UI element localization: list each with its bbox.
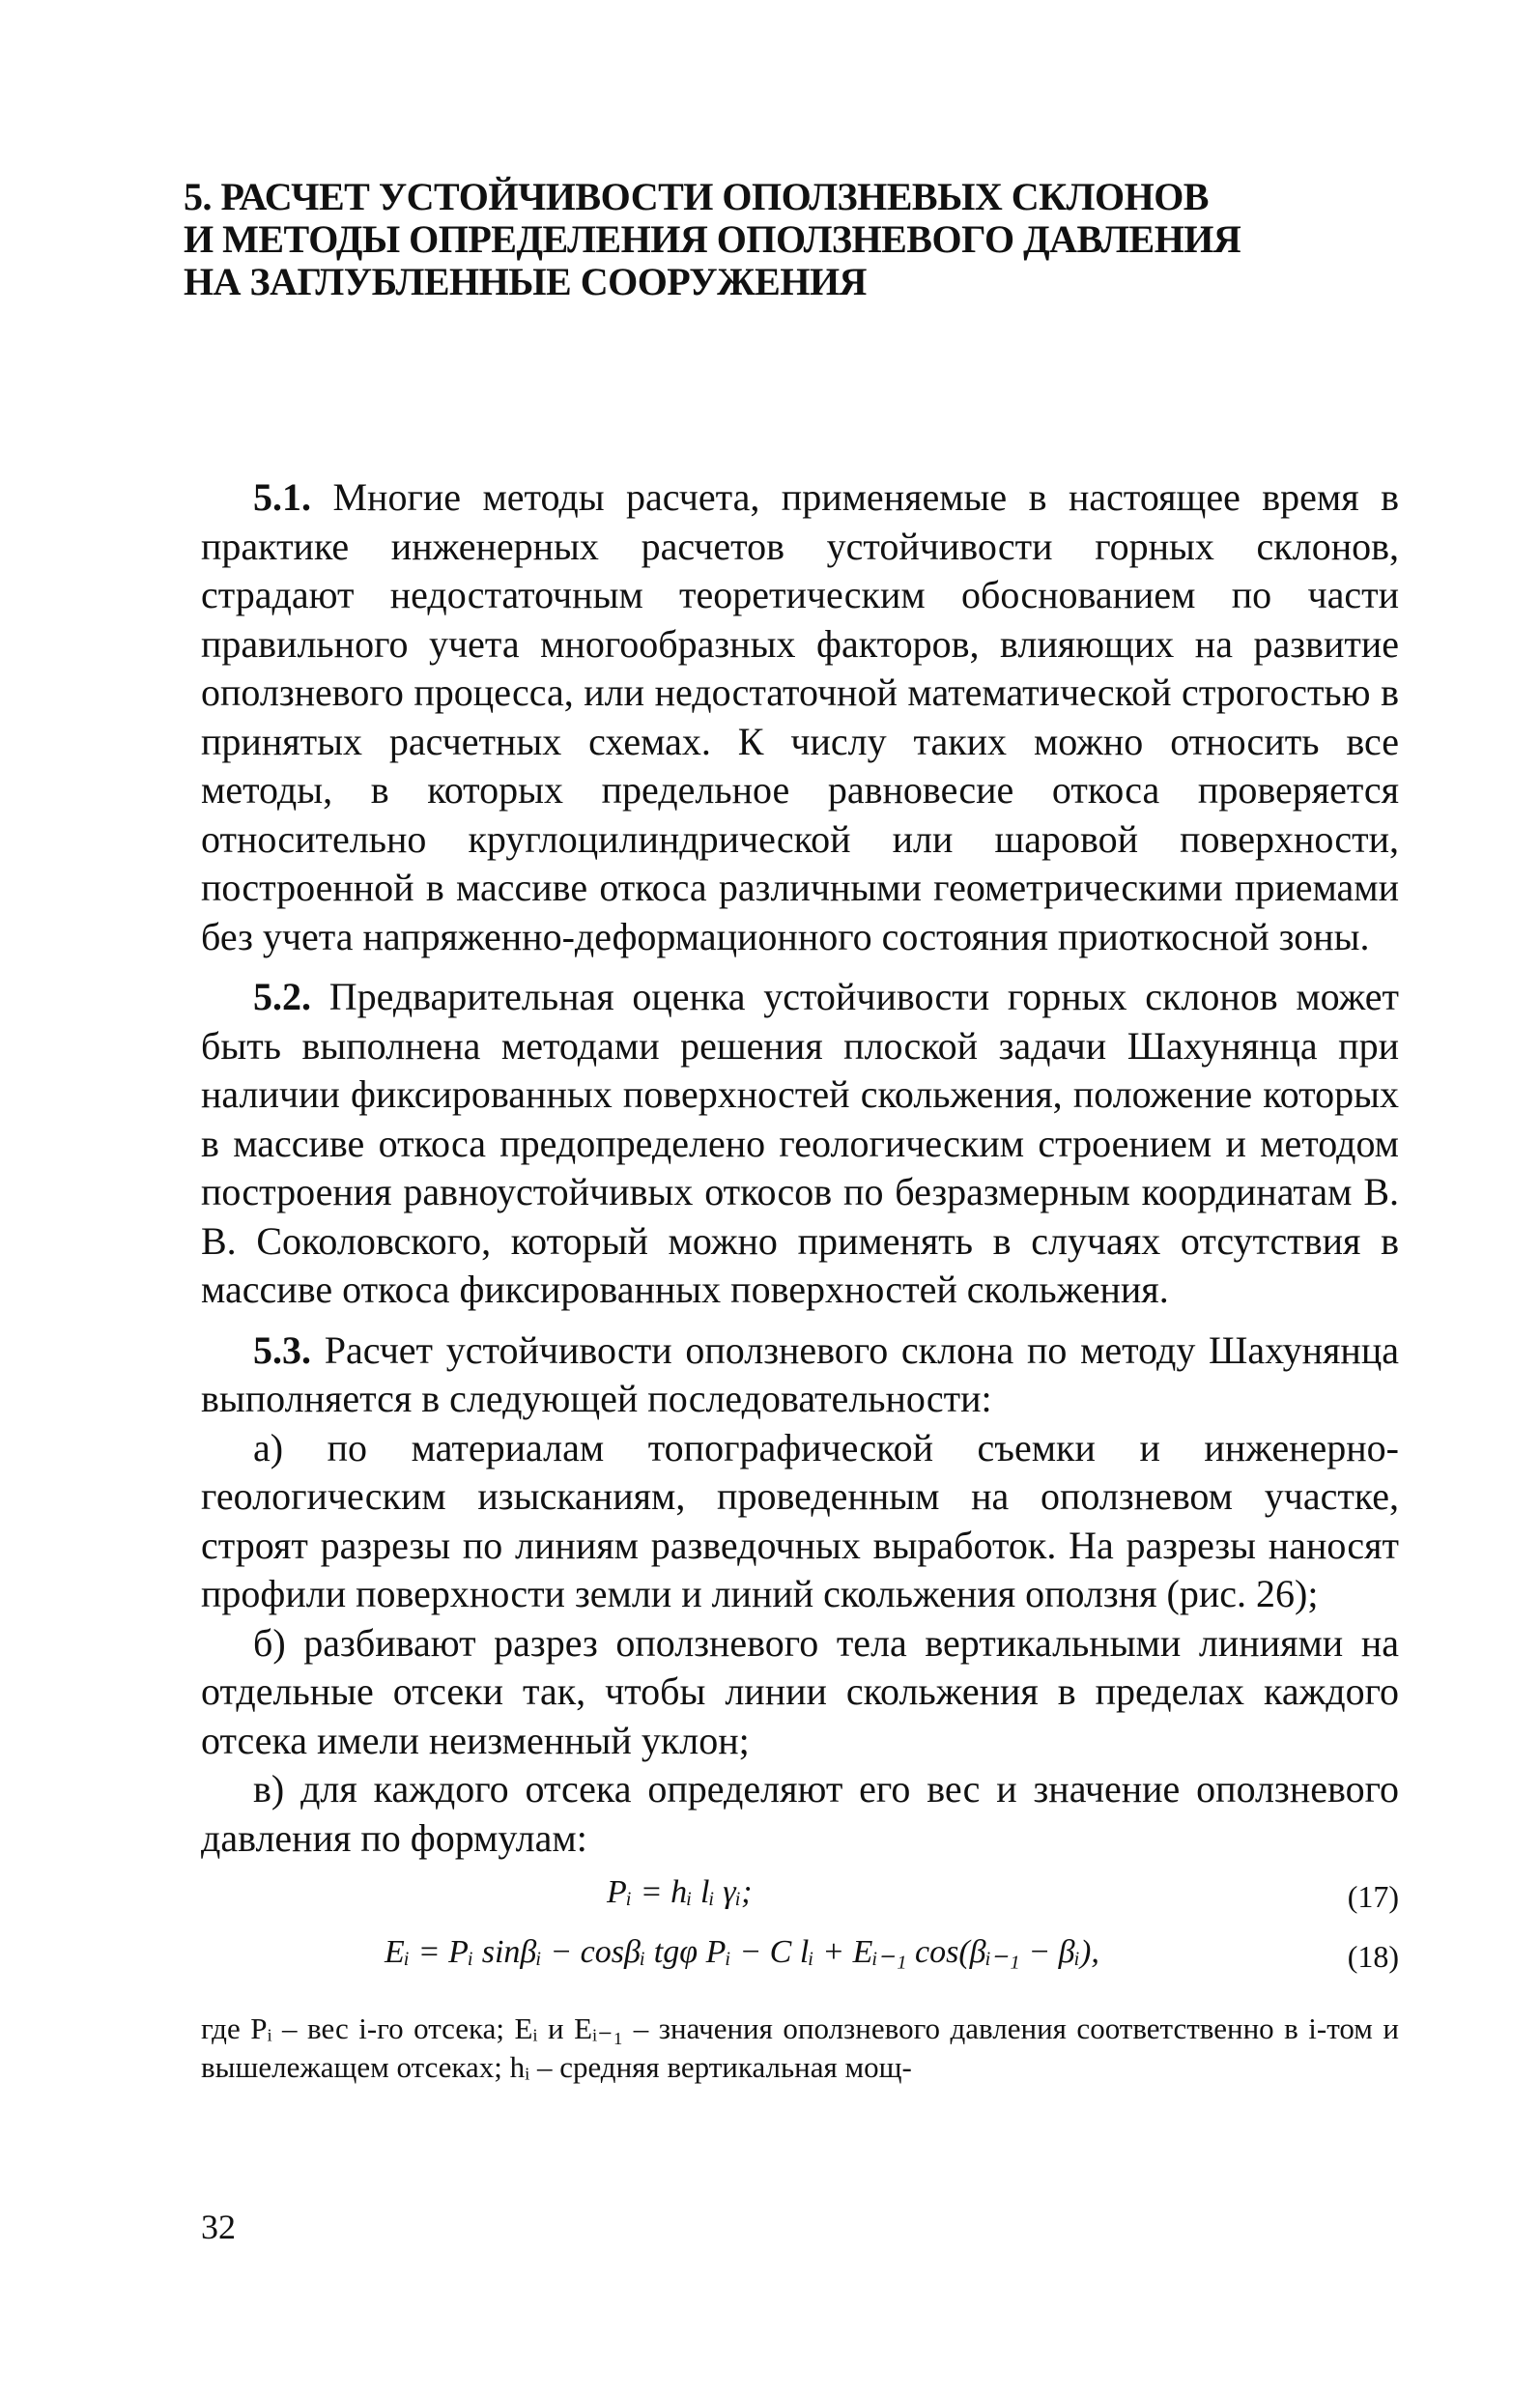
paragraph-text: Предварительная оценка устойчивости горных склонов может быть выполнена методами решения плоской задачи Шахунянца при наличии фиксированных поверхностей скольжения, положение которых в массиве откоса предопределено геологическим строением и методом построения равноустойчивых откосов по безразмерным координатам В. В. Соколовского, который можно применять в случаях отсутствия в массиве откоса фиксированных поверхностей скольжения. bbox=[201, 975, 1400, 1311]
paragraph-number: 5.3. bbox=[253, 1327, 311, 1372]
heading-line-3: НА ЗАГЛУБЛЕННЫЕ СООРУЖЕНИЯ bbox=[184, 260, 867, 303]
chapter-heading bbox=[184, 176, 1401, 303]
heading-line-1: 5. РАСЧЕТ УСТОЙЧИВОСТИ ОПОЛЗНЕВЫХ СКЛОНОВ bbox=[184, 175, 1209, 218]
paragraph-5-2 bbox=[201, 973, 1399, 1315]
list-item-c: в) для каждого отсека определяют его вес и значение оползневого давления по формулам: bbox=[201, 1767, 1399, 1860]
paragraph-number: 5.2. bbox=[253, 975, 311, 1018]
list-item-a: а) по материалам топографической съемки и инженерно-геологическим изысканиям, проведенным на оползневом участке, строят разрезы по линиям разведочных выработок. На разрезы наносят профили поверхности земли и линий скольжения оползня (рис. 26); bbox=[201, 1425, 1399, 1615]
paragraph-text: Расчет устойчивости оползневого склона по методу Шахунянца выполняется в следующей последовательности: bbox=[201, 1327, 1400, 1420]
formula-number: (18) bbox=[1347, 1939, 1399, 1974]
list-item-b: б) разбивают разрез оползневого тела вертикальными линиями на отдельные отсеки так, чтобы линии скольжения в пределах каждого отсека имели неизменный уклон; bbox=[201, 1620, 1399, 1762]
formula-number: (17) bbox=[1347, 1879, 1399, 1914]
formula-17 bbox=[201, 1863, 1399, 1923]
paragraph-number: 5.1. bbox=[253, 475, 311, 519]
paragraph-5-3 bbox=[201, 1326, 1399, 1424]
formula-expression: Pᵢ = hᵢ lᵢ γᵢ; bbox=[607, 1874, 753, 1910]
paragraph-5-1 bbox=[201, 473, 1399, 961]
footnote: где Pᵢ – вес i-го отсека; Eᵢ и Eᵢ₋₁ – значения оползневого давления соответственно в i-том и вышележащем отсеках; hᵢ – средняя вертикальная мощ- bbox=[201, 2011, 1399, 2084]
page-number: 32 bbox=[201, 2208, 236, 2246]
heading-line-2: И МЕТОДЫ ОПРЕДЕЛЕНИЯ ОПОЛЗНЕВОГО ДАВЛЕНИЯ bbox=[184, 217, 1241, 261]
formula-18 bbox=[201, 1923, 1399, 1982]
paragraph-text: Многие методы расчета, применяемые в настоящее время в практике инженерных расчетов устойчивости горных склонов, страдают недостаточным теоретическим обоснованием по части правильного учета многообразных факторов, влияющих на развитие оползневого процесса, или недостаточной математической строгостью в принятых расчетных схемах. К числу таких можно относить все методы, в которых предельное равновесие откоса проверяется относительно круглоцилиндрической или шаровой поверхности, построенной в массиве откоса различными геометрическими приемами без учета напряженно-деформационного состояния приоткосной зоны. bbox=[201, 475, 1399, 958]
formula-expression: Eᵢ = Pᵢ sinβᵢ − cosβᵢ tgφ Pᵢ − C lᵢ + Eᵢ₋₁ cos(βᵢ₋₁ − βᵢ), bbox=[385, 1934, 1099, 1970]
body-text bbox=[201, 473, 1399, 2117]
